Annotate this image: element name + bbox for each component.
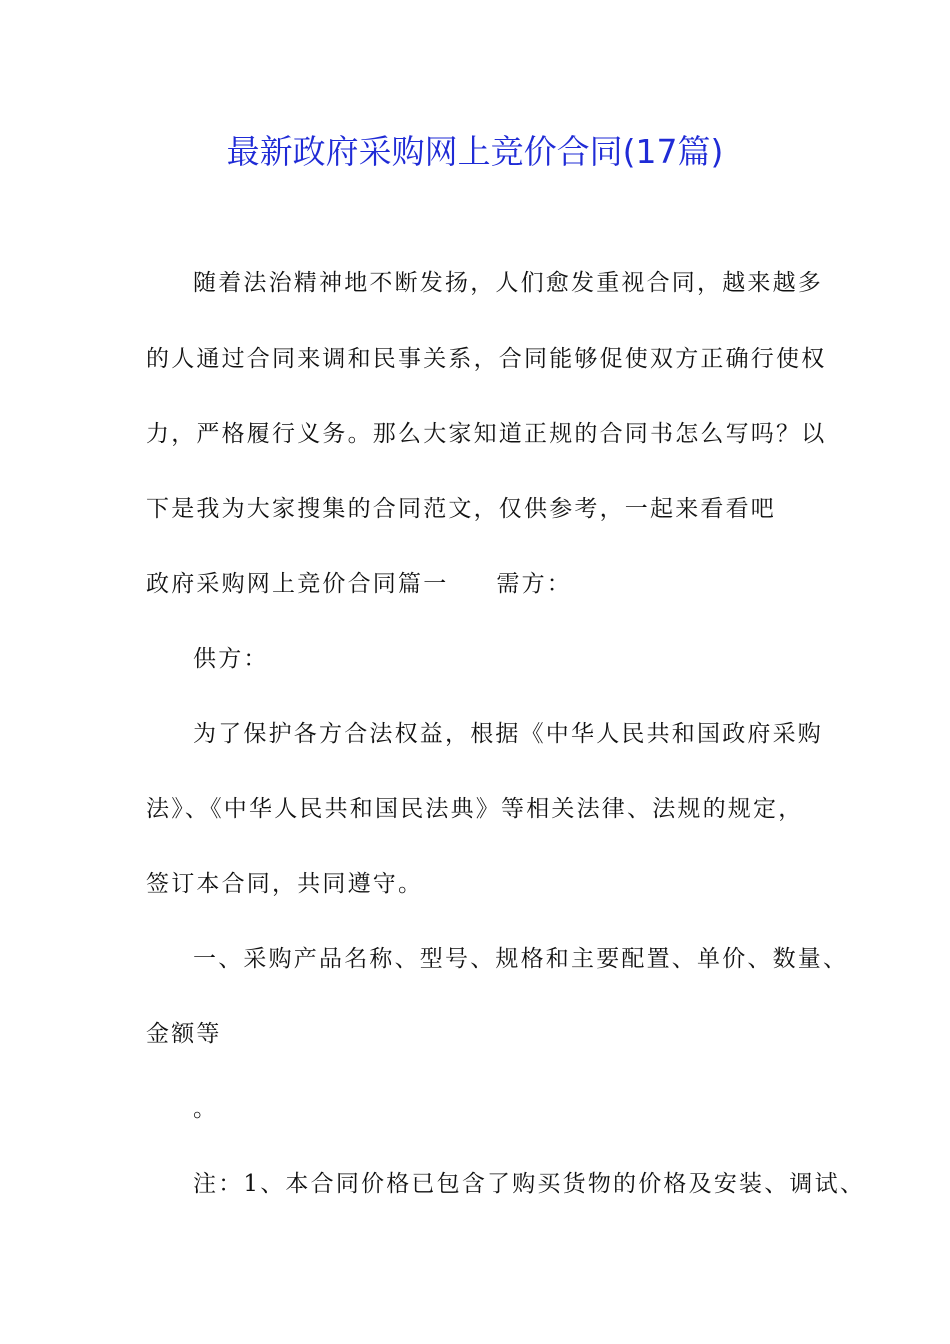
paragraph-line: 力，严格履行义务。那么大家知道正规的合同书怎么写吗？以 <box>146 421 827 447</box>
paragraph-line: 随着法治精神地不断发扬，人们愈发重视合同，越来越多 <box>193 270 823 296</box>
paragraph-line: 签订本合同，共同遵守。 <box>146 871 424 897</box>
document-title: 最新政府采购网上竞价合同(17篇) <box>226 132 724 171</box>
paragraph-line: 法》、《中华人民共和国民法典》等相关法律、法规的规定， <box>146 796 804 822</box>
buyer-label: 需方： <box>496 571 573 597</box>
paragraph-line: 的人通过合同来调和民事关系，合同能够促使双方正确行使权 <box>146 346 827 372</box>
supplier-label: 供方： <box>193 646 269 672</box>
paragraph-line: 金额等 <box>146 1021 222 1047</box>
note-line: 注：1、本合同价格已包含了购买货物的价格及安装、调试、 <box>193 1171 866 1197</box>
paragraph-line: 。 <box>193 1096 219 1122</box>
section-heading-line <box>146 568 572 600</box>
paragraph-line: 下是我为大家搜集的合同范文，仅供参考，一起来看看吧 <box>146 496 776 522</box>
clause-heading: 一、采购产品名称、型号、规格和主要配置、单价、数量、 <box>193 946 849 972</box>
section-heading: 政府采购网上竞价合同篇一 <box>146 571 449 597</box>
paragraph-line: 为了保护各方合法权益，根据《中华人民共和国政府采购 <box>193 721 823 747</box>
